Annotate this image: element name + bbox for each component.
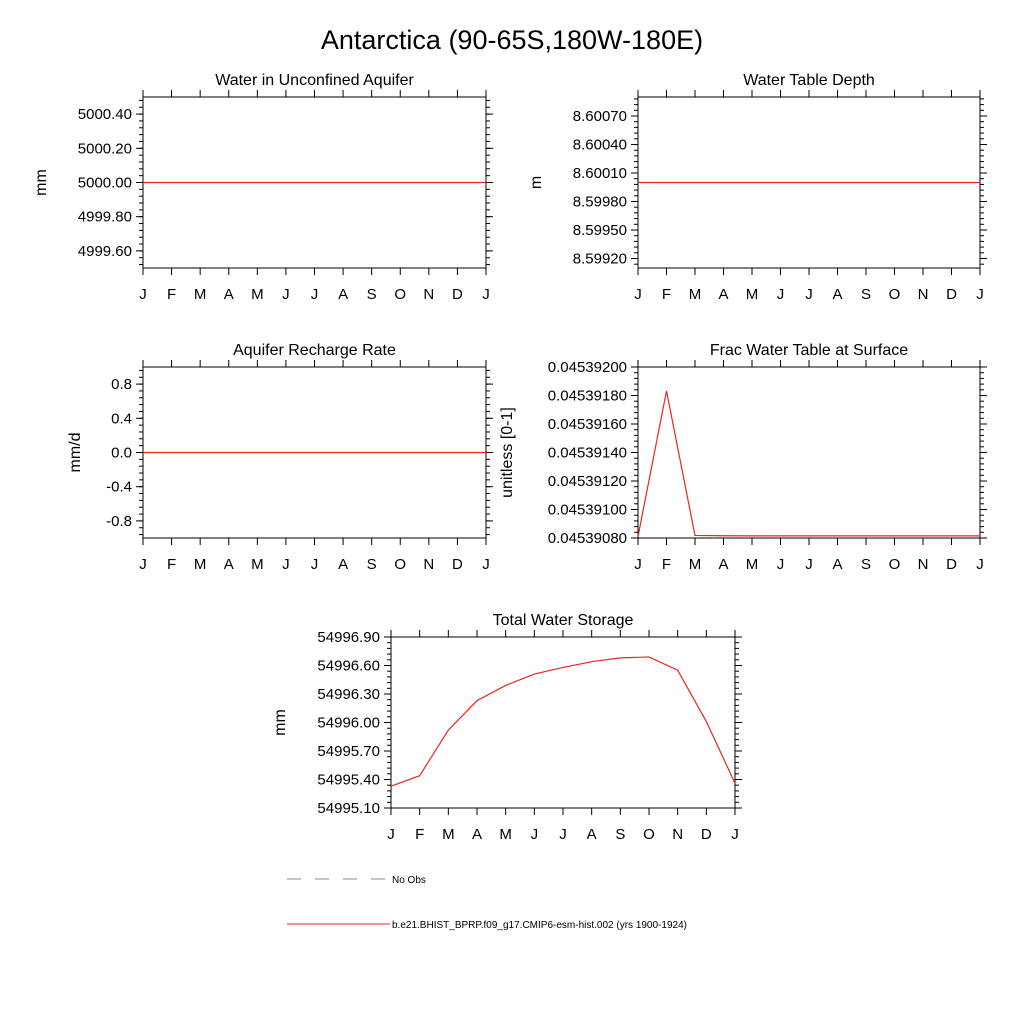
x-tick-label: A [223, 286, 234, 303]
y-tick-label: 54995.70 [317, 743, 380, 760]
y-axis-label: mm/d [67, 432, 84, 473]
x-tick-label: O [888, 286, 901, 303]
x-tick-label: A [586, 826, 597, 843]
series-line [638, 391, 980, 537]
x-tick-label: J [634, 556, 642, 573]
y-tick-label: 8.60040 [572, 136, 627, 154]
series-line [391, 657, 735, 786]
panel-title: Water Table Depth [743, 72, 875, 89]
x-tick-label: F [166, 286, 177, 303]
x-tick-label: J [776, 556, 785, 573]
x-tick-label: O [643, 826, 655, 843]
y-tick-label: 54996.00 [317, 714, 380, 732]
y-tick-label: 0.0 [111, 444, 132, 462]
plot-frame [391, 637, 735, 808]
legend [287, 875, 687, 931]
x-tick-label: M [193, 556, 207, 573]
y-tick-label: 54995.40 [317, 771, 380, 789]
panel-total-water-storage [272, 612, 742, 843]
x-tick-label: F [661, 556, 672, 573]
x-tick-label: J [559, 826, 567, 843]
y-tick-label: -0.4 [106, 478, 132, 496]
x-tick-label: F [415, 826, 425, 843]
x-tick-label: D [451, 286, 463, 303]
y-tick-label: 0.04539080 [547, 530, 627, 547]
x-tick-label: N [423, 556, 435, 573]
x-tick-label: J [482, 556, 490, 573]
x-tick-label: J [310, 556, 319, 573]
x-tick-label: N [672, 826, 684, 843]
x-tick-label: O [888, 556, 901, 573]
y-tick-label: 54995.10 [317, 800, 380, 817]
x-tick-label: S [860, 556, 872, 573]
figure-title: Antarctica (90-65S,180W-180E) [320, 25, 704, 55]
y-tick-label: 0.04539120 [547, 473, 627, 490]
x-tick-label: A [338, 286, 349, 303]
x-tick-label: A [338, 556, 349, 573]
panel-aquifer-recharge [67, 342, 493, 573]
x-tick-label: J [482, 286, 490, 303]
x-tick-label: J [976, 556, 984, 573]
x-tick-label: A [832, 286, 843, 303]
x-tick-label: N [917, 286, 929, 303]
y-tick-label: 8.59920 [572, 250, 627, 268]
plot-frame [638, 367, 980, 538]
x-tick-label: A [471, 826, 483, 843]
x-tick-label: S [860, 286, 872, 303]
y-tick-label: 8.60010 [572, 165, 627, 182]
x-tick-label: A [718, 556, 729, 573]
x-tick-label: F [661, 286, 672, 303]
x-tick-label: M [251, 286, 264, 303]
x-tick-label: J [976, 286, 984, 303]
legend-label-model: b.e21.BHIST_BPRP.f09_g17.CMIP6-esm-hist.002 (yrs 1900-1924) [392, 920, 687, 931]
x-tick-label: S [366, 556, 377, 573]
x-tick-label: M [745, 286, 759, 303]
y-tick-label: 54996.60 [317, 657, 380, 675]
panel-title: Water in Unconfined Aquifer [215, 72, 414, 89]
y-axis-label: unitless [0-1] [499, 407, 516, 498]
x-tick-label: D [451, 556, 463, 573]
x-tick-label: F [166, 556, 177, 573]
x-tick-label: J [387, 826, 395, 843]
y-tick-label: 0.8 [111, 376, 132, 394]
y-axis-label: m [528, 175, 545, 190]
x-tick-label: O [394, 556, 407, 573]
x-tick-label: J [530, 826, 539, 843]
x-tick-label: M [442, 826, 455, 843]
y-tick-label: 54996.90 [317, 629, 380, 646]
y-tick-label: 8.60070 [572, 108, 627, 125]
legend-label-no-obs: No Obs [392, 875, 426, 886]
x-tick-label: M [251, 556, 264, 573]
y-tick-label: 0.04539200 [547, 359, 627, 376]
x-tick-label: J [776, 286, 785, 303]
y-axis-label: mm [272, 709, 289, 736]
y-tick-label: 0.04539100 [547, 501, 627, 519]
panel-water-table-depth [528, 72, 987, 303]
x-tick-label: J [634, 286, 642, 303]
x-tick-label: J [139, 556, 147, 573]
x-tick-label: J [805, 556, 813, 573]
y-tick-label: 0.04539180 [547, 387, 627, 405]
x-tick-label: M [688, 556, 702, 573]
x-tick-label: J [282, 286, 290, 303]
x-tick-label: M [193, 286, 207, 303]
x-tick-label: A [832, 556, 843, 573]
panel-aquifer-water [33, 72, 493, 303]
x-tick-label: J [282, 556, 290, 573]
x-tick-label: M [688, 286, 702, 303]
x-tick-label: D [946, 286, 957, 303]
x-tick-label: N [423, 286, 435, 303]
x-tick-label: J [310, 286, 319, 303]
x-tick-label: A [718, 286, 729, 303]
y-tick-label: 0.04539140 [547, 444, 627, 462]
y-tick-label: 8.59950 [572, 222, 627, 239]
x-tick-label: O [394, 286, 407, 303]
panel-frac-water-table [499, 342, 987, 573]
y-axis-label: mm [33, 169, 50, 196]
y-tick-label: 5000.20 [77, 140, 132, 158]
x-tick-label: S [615, 826, 626, 843]
x-tick-label: D [946, 556, 957, 573]
y-tick-label: 5000.40 [77, 106, 132, 124]
y-tick-label: 54996.30 [317, 686, 380, 703]
panel-title: Frac Water Table at Surface [709, 342, 909, 359]
x-tick-label: M [745, 556, 759, 573]
y-tick-label: 8.59980 [572, 193, 627, 211]
y-tick-label: 5000.00 [77, 174, 132, 192]
x-tick-label: J [731, 826, 739, 843]
y-tick-label: 0.04539160 [547, 416, 627, 433]
panel-title: Aquifer Recharge Rate [233, 342, 396, 359]
panel-title: Total Water Storage [492, 612, 634, 629]
x-tick-label: J [805, 286, 813, 303]
x-tick-label: S [366, 286, 377, 303]
x-tick-label: N [917, 556, 929, 573]
x-tick-label: D [700, 826, 712, 843]
y-tick-label: 4999.80 [77, 208, 132, 226]
x-tick-label: A [223, 556, 234, 573]
y-tick-label: 4999.60 [77, 242, 132, 260]
x-tick-label: J [139, 286, 147, 303]
x-tick-label: M [499, 826, 512, 843]
y-tick-label: -0.8 [106, 512, 132, 530]
y-tick-label: 0.4 [111, 410, 132, 428]
